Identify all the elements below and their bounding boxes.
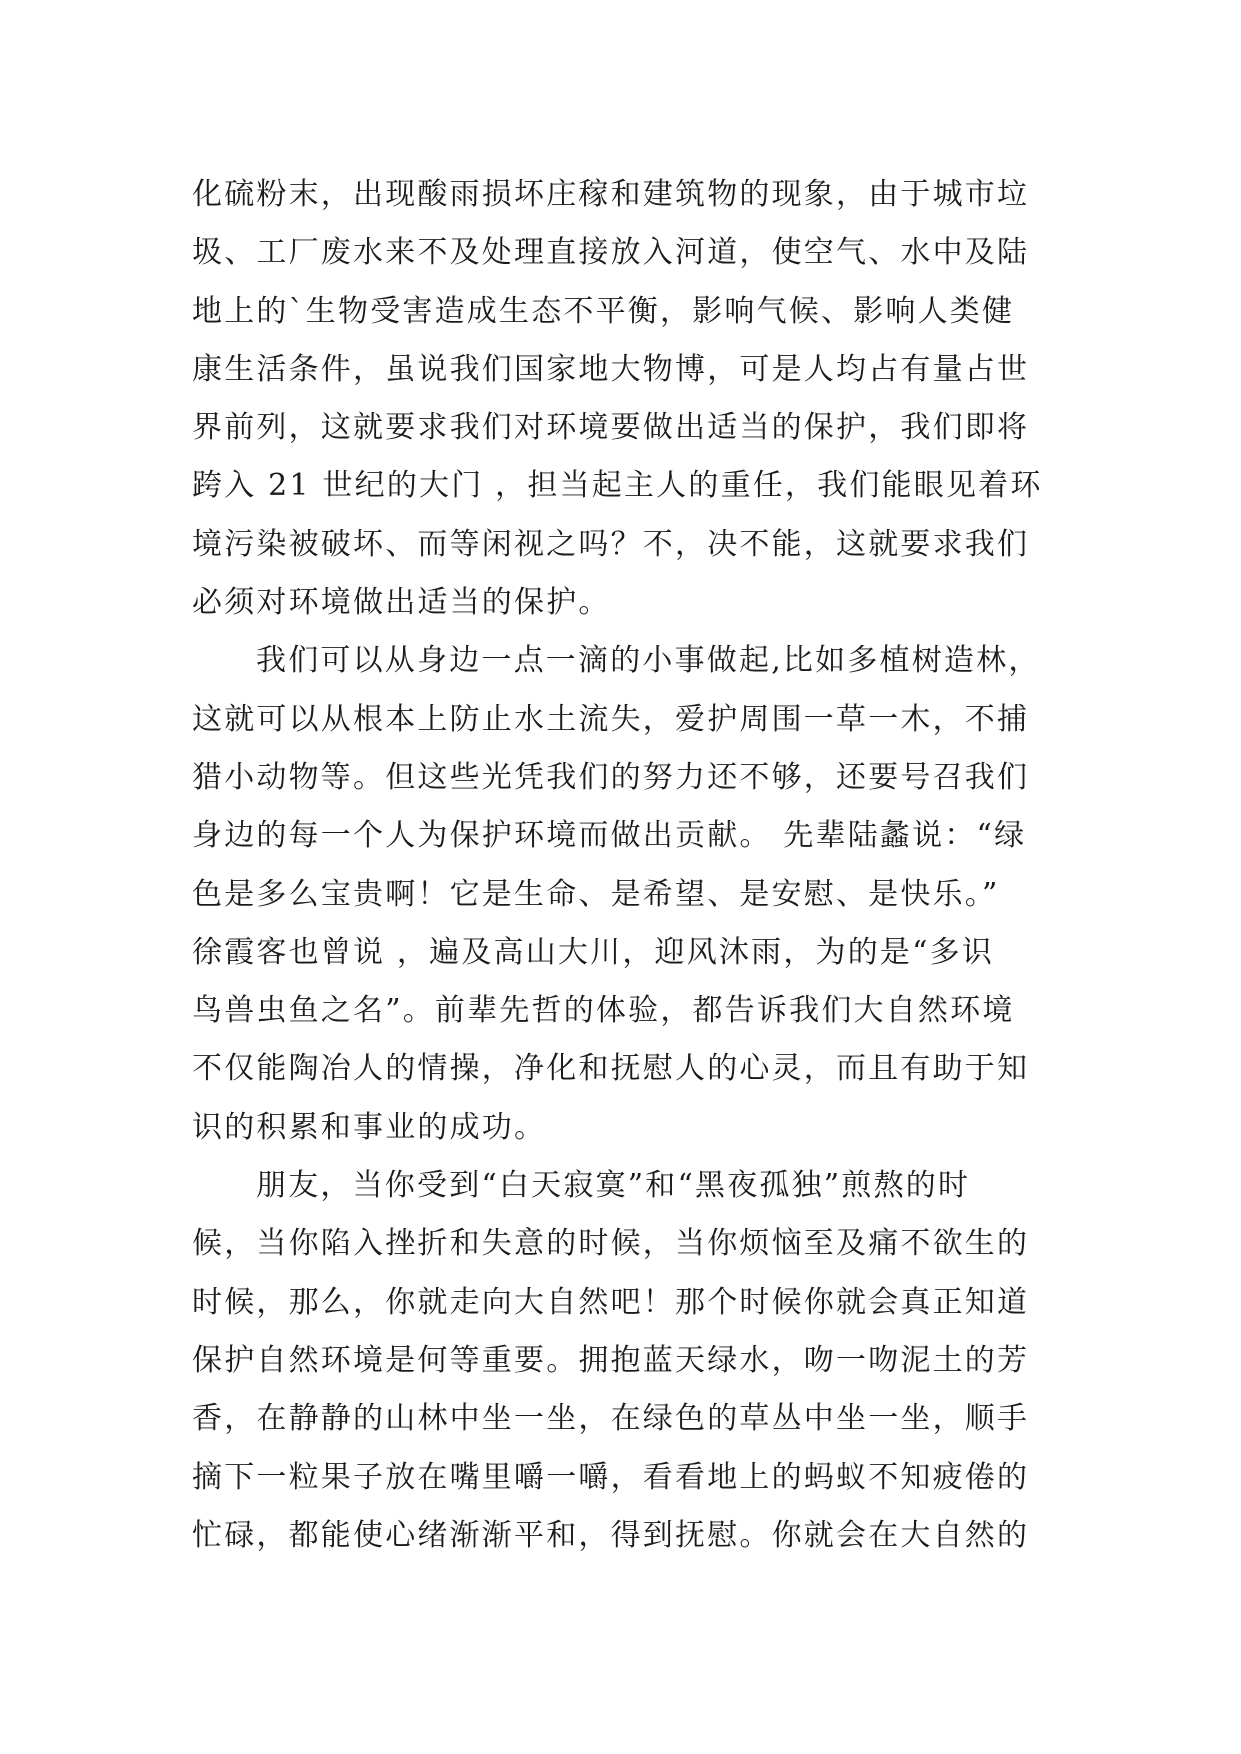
paragraph [192, 1157, 1062, 1565]
text-line: 必须对环境做出适当的保护。 [192, 585, 611, 621]
paragraph [192, 632, 1062, 1157]
text-line: 化硫粉末，出现酸雨损坏庄稼和建筑物的现象，由于城市垃 [192, 177, 1030, 212]
text-line-indented: 朋友，当你受到“白天寂寞”和“黑夜孤独”煎熬的时 [256, 1168, 971, 1204]
text-line: 跨入 21 世纪的大门 ，担当起主人的重任，我们能眼见着环 [192, 468, 1043, 504]
text-line: 候，当你陷入挫折和失意的时候，当你烦恼至及痛不欲生的 [192, 1226, 1030, 1262]
text-line: 摘下一粒果子放在嘴里嚼一嚼，看看地上的蚂蚁不知疲倦的 [192, 1459, 1030, 1495]
text-line: 色是多么宝贵啊！它是生命、是希望、是安慰、是快乐。” [192, 876, 1000, 912]
text-line: 猎小动物等。但这些光凭我们的努力还不够，还要号召我们 [192, 759, 1030, 795]
text-line: 界前列，这就要求我们对环境要做出适当的保护，我们即将 [192, 410, 1030, 446]
text-line: 徐霞客也曾说 ，遍及高山大川，迎风沐雨，为的是“多识 [192, 934, 995, 970]
text-line: 这就可以从根本上防止水土流失，爱护周围一草一木，不捕 [192, 701, 1030, 737]
text-line: 不仅能陶冶人的情操，净化和抚慰人的心灵，而且有助于知 [192, 1051, 1030, 1087]
text-line: 身边的每一个人为保护环境而做出贡献。 先辈陆蠡说：“绿 [192, 818, 1027, 854]
text-line: 圾、工厂废水来不及处理直接放入河道，使空气、水中及陆 [192, 235, 1030, 271]
text-line: 时候，那么，你就走向大自然吧！那个时候你就会真正知道 [192, 1284, 1030, 1320]
text-line: 境污染被破坏、而等闲视之吗？不，决不能，这就要求我们 [192, 526, 1030, 562]
paragraph-continued [192, 166, 1062, 632]
text-line: 地上的`生物受害造成生态不平衡，影响气候、影响人类健 [192, 293, 1015, 329]
text-line: 忙碌，都能使心绪渐渐平和，得到抚慰。你就会在大自然的 [192, 1517, 1030, 1553]
text-line: 识的积累和事业的成功。 [192, 1109, 547, 1145]
text-line: 保护自然环境是何等重要。拥抱蓝天绿水，吻一吻泥土的芳 [192, 1342, 1030, 1378]
text-line: 香，在静静的山林中坐一坐，在绿色的草丛中坐一坐，顺手 [192, 1401, 1030, 1437]
text-line: 康生活条件，虽说我们国家地大物博，可是人均占有量占世 [192, 351, 1030, 387]
body-text [192, 166, 1062, 1565]
text-line: 鸟兽虫鱼之名”。前辈先哲的体验，都告诉我们大自然环境 [192, 993, 1015, 1029]
text-line-indented: 我们可以从身边一点一滴的小事做起,比如多植树造林， [256, 643, 1041, 679]
